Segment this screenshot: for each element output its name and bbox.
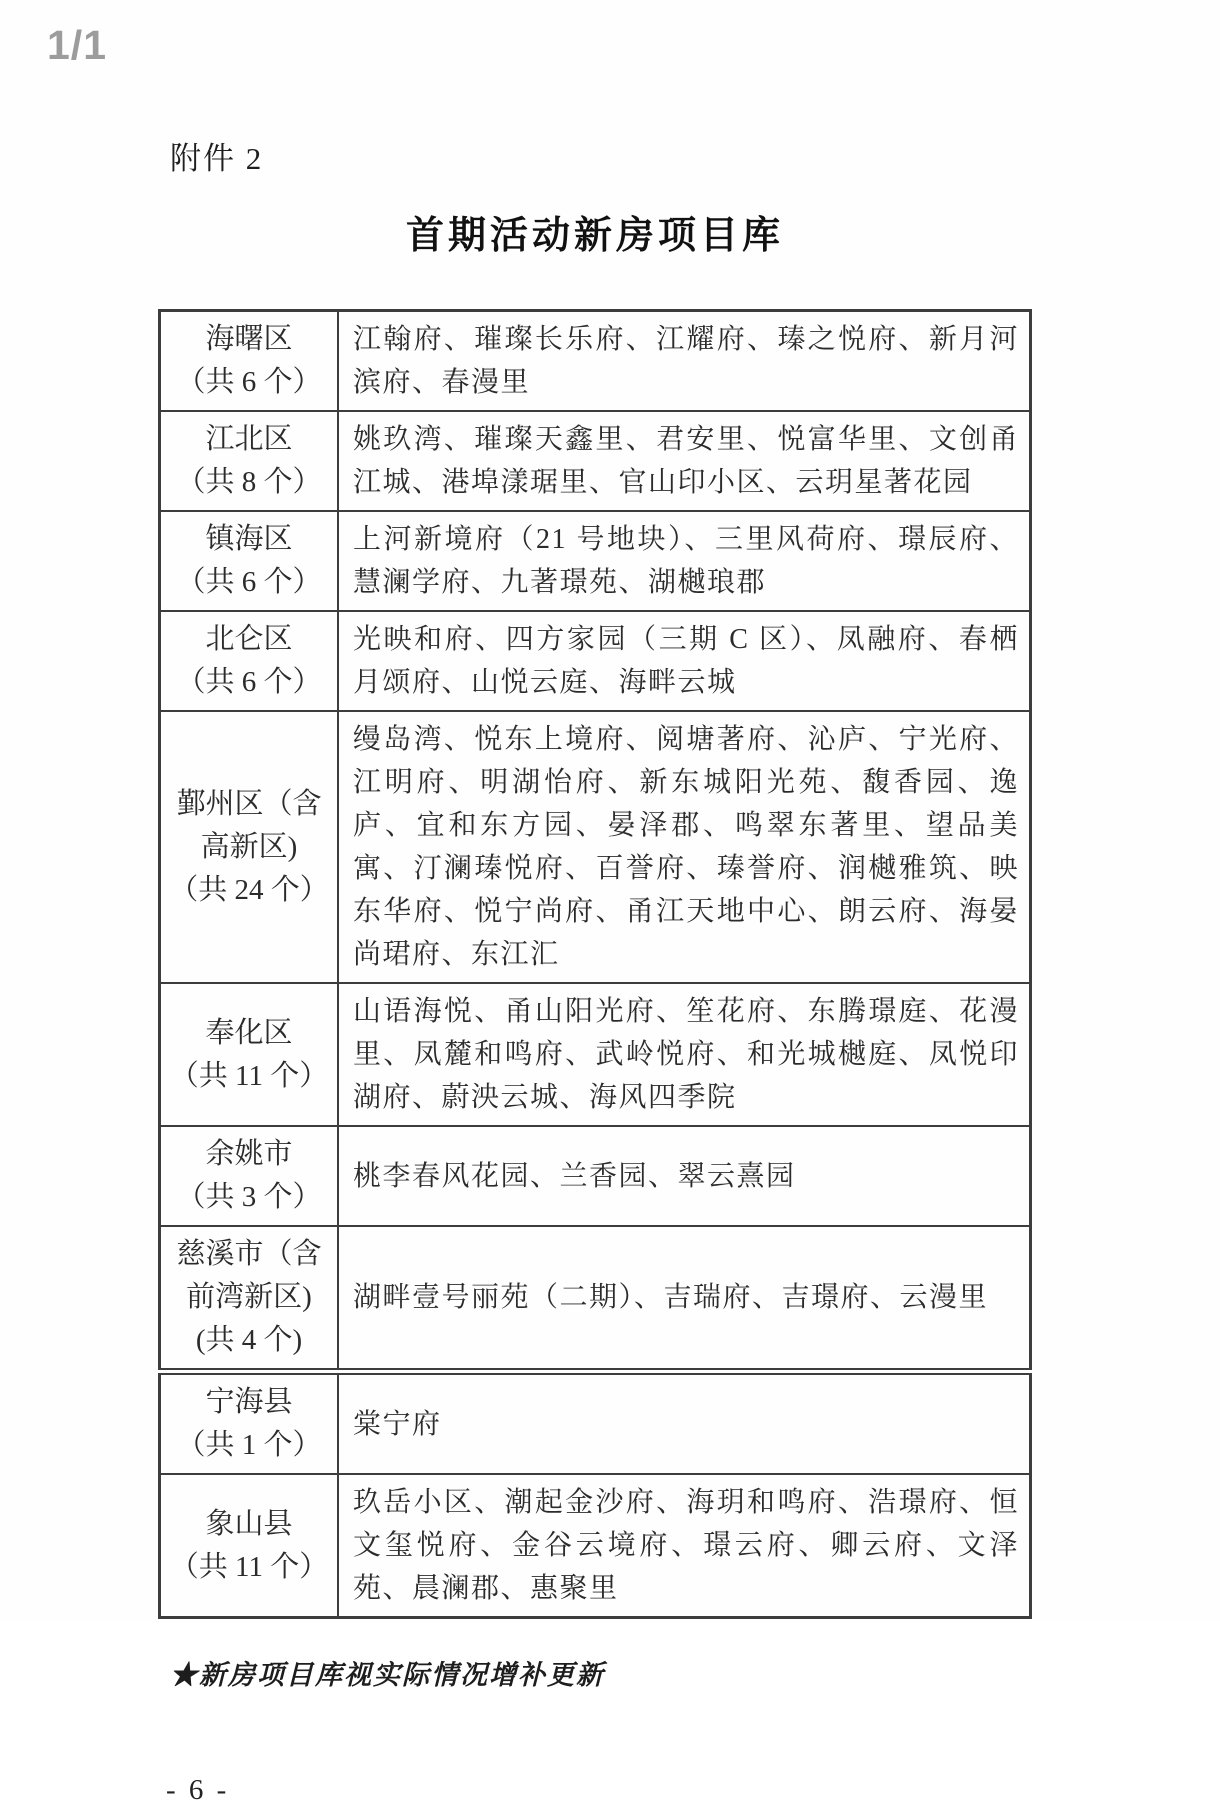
document-body bbox=[158, 0, 1032, 1807]
table-row bbox=[160, 611, 1031, 711]
district-label-line: （共 11 个） bbox=[169, 1059, 329, 1092]
projects-cell: 玖岳小区、潮起金沙府、海玥和鸣府、浩璟府、恒文玺悦府、金谷云境府、璟云府、卿云府、文泽苑、晨澜郡、惠聚里 bbox=[338, 1474, 1031, 1618]
district-label-line: 慈溪市（含 bbox=[176, 1238, 322, 1270]
projects-cell: 山语海悦、甬山阳光府、笙花府、东腾璟庭、花漫里、凤麓和鸣府、武岭悦府、和光城樾庭、凤悦印湖府、蔚泱云城、海风四季院 bbox=[338, 983, 1031, 1126]
district-label-line: 江北区 bbox=[205, 423, 293, 455]
district-cell bbox=[160, 411, 339, 511]
projects-table-body bbox=[160, 311, 1031, 1618]
table-row bbox=[160, 411, 1031, 511]
table-row bbox=[160, 711, 1031, 983]
footnote: ★新房项目库视实际情况增补更新 bbox=[170, 1660, 605, 1690]
projects-cell: 缦岛湾、悦东上境府、阅塘著府、沁庐、宁光府、江明府、明湖怡府、新东城阳光苑、馥香园、逸庐、宜和东方园、晏泽郡、鸣翠东著里、望品美寓、汀澜瑧悦府、百誉府、瑧誉府、润樾雅筑、映东华府、悦宁尚府、甬江天地中心、朗云府、海晏尚珺府、东江汇 bbox=[338, 711, 1031, 983]
district-cell bbox=[160, 983, 339, 1126]
projects-table bbox=[158, 309, 1032, 1619]
attachment-label: 附件 2 bbox=[170, 141, 264, 176]
projects-cell: 湖畔壹号丽苑（二期）、吉瑞府、吉璟府、云漫里 bbox=[338, 1226, 1031, 1372]
table-row bbox=[160, 1126, 1031, 1226]
district-label-line: （共 6 个） bbox=[176, 366, 322, 398]
district-label-line: 前湾新区) bbox=[186, 1281, 312, 1313]
table-row bbox=[160, 1372, 1031, 1475]
district-label-line: 海曙区 bbox=[205, 323, 293, 355]
district-label-line: 镇海区 bbox=[205, 523, 293, 555]
page-title: 首期活动新房项目库 bbox=[405, 215, 784, 257]
district-label-line: 奉化区 bbox=[205, 1016, 293, 1049]
district-label-line: 北仑区 bbox=[205, 623, 293, 655]
district-cell bbox=[160, 1474, 339, 1618]
table-row bbox=[160, 511, 1031, 611]
page-number: - 6 - bbox=[166, 1774, 230, 1806]
projects-cell: 桃李春风花园、兰香园、翠云熹园 bbox=[338, 1126, 1031, 1226]
district-label-line: 高新区) bbox=[200, 830, 298, 863]
district-cell bbox=[160, 311, 339, 412]
table-row bbox=[160, 311, 1031, 412]
table-row bbox=[160, 983, 1031, 1126]
district-cell bbox=[160, 1226, 339, 1372]
district-cell bbox=[160, 1372, 339, 1475]
district-cell bbox=[160, 511, 339, 611]
district-label-line: （共 24 个） bbox=[169, 873, 329, 906]
page-indicator: 1/1 bbox=[47, 22, 107, 68]
district-label-line: （共 6 个） bbox=[176, 566, 322, 598]
table-row bbox=[160, 1474, 1031, 1618]
projects-cell: 棠宁府 bbox=[338, 1372, 1031, 1475]
district-label-line: 余姚市 bbox=[205, 1138, 293, 1170]
district-cell bbox=[160, 611, 339, 711]
district-label-line: 鄞州区（含 bbox=[176, 787, 322, 820]
district-label-line: 宁海县 bbox=[205, 1386, 293, 1418]
projects-cell: 上河新境府（21 号地块）、三里风荷府、璟辰府、慧澜学府、九著璟苑、湖樾琅郡 bbox=[338, 511, 1031, 611]
district-cell bbox=[160, 711, 339, 983]
district-label-line: （共 8 个） bbox=[176, 466, 322, 498]
projects-cell: 姚玖湾、璀璨天鑫里、君安里、悦富华里、文创甬江城、港埠漾琚里、官山印小区、云玥星著花园 bbox=[338, 411, 1031, 511]
district-label-line: 象山县 bbox=[205, 1507, 293, 1540]
district-label-line: （共 1 个） bbox=[176, 1429, 322, 1461]
projects-cell: 光映和府、四方家园（三期 C 区）、凤融府、春栖月颂府、山悦云庭、海畔云城 bbox=[338, 611, 1031, 711]
district-label-line: （共 6 个） bbox=[176, 666, 322, 698]
district-cell bbox=[160, 1126, 339, 1226]
projects-cell: 江翰府、璀璨长乐府、江耀府、瑧之悦府、新月河滨府、春漫里 bbox=[338, 311, 1031, 412]
district-label-line: （共 3 个） bbox=[176, 1181, 322, 1213]
district-label-line: （共 11 个） bbox=[169, 1550, 329, 1583]
district-label-line: (共 4 个) bbox=[195, 1324, 303, 1356]
table-row bbox=[160, 1226, 1031, 1372]
